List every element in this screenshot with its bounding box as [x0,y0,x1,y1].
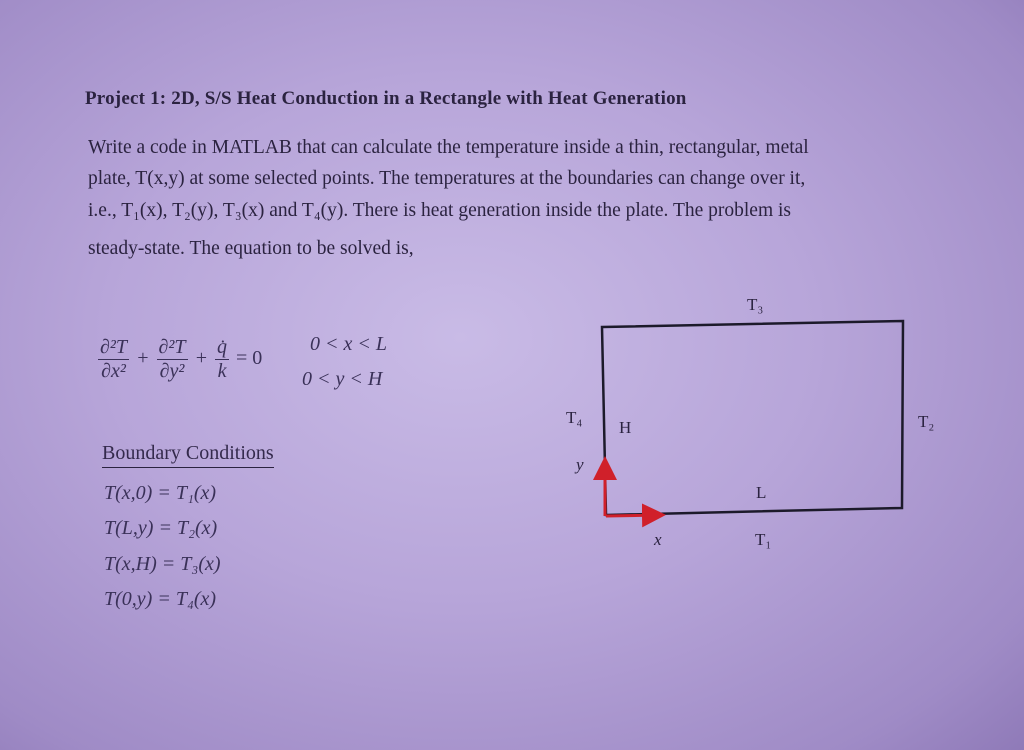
plate-outline [602,321,903,515]
domain-x: 0 < x < L [310,333,387,355]
label-t2: T₂ [918,412,935,431]
equals-zero: = 0 [236,347,263,370]
label-t4: T₄ [566,408,583,427]
paragraph-line-4: steady-state. The equation to be solved is, [88,238,414,259]
denominator: ∂y² [159,360,185,382]
label-height: H [619,418,632,437]
label-t3: T₃ [747,295,764,314]
paragraph-line-1: Write a code in MATLAB that can calculate the temperature inside a thin, rectangular, metal [88,137,809,158]
project-title: Project 1: 2D, S/S Heat Conduction in a Rectangle with Heat Generation [85,88,687,109]
x-axis-arrow [606,515,660,516]
numerator: q̇ [217,336,228,358]
label-length: L [756,483,767,502]
label-t1: T₁ [755,530,772,549]
label-y-axis: y [576,455,584,474]
boundary-condition: T(0,y) = T₄(x) [104,588,217,610]
paragraph-line-2: plate, T(x,y) at some selected points. The temperatures at the boundaries can change over it, [88,168,806,189]
label-x-axis: x [654,530,662,549]
boundary-condition: T(x,0) = T₁(x) [104,482,217,504]
boundary-conditions-heading: Boundary Conditions [102,442,274,468]
plus-sign: + [194,347,209,370]
paragraph-line-3: i.e., T₁(x), T₂(y), T₃(x) and T₄(y). There is heat generation inside the plate. The problem is [88,200,791,221]
denominator: k [217,360,227,382]
boundary-condition: T(L,y) = T₂(x) [104,517,218,539]
plus-sign: + [136,347,150,370]
domain-y: 0 < y < H [302,368,383,390]
numerator: ∂²T [100,336,128,358]
denominator: ∂x² [101,360,126,382]
boundary-condition: T(x,H) = T₃(x) [104,553,221,575]
numerator: ∂²T [158,336,186,358]
